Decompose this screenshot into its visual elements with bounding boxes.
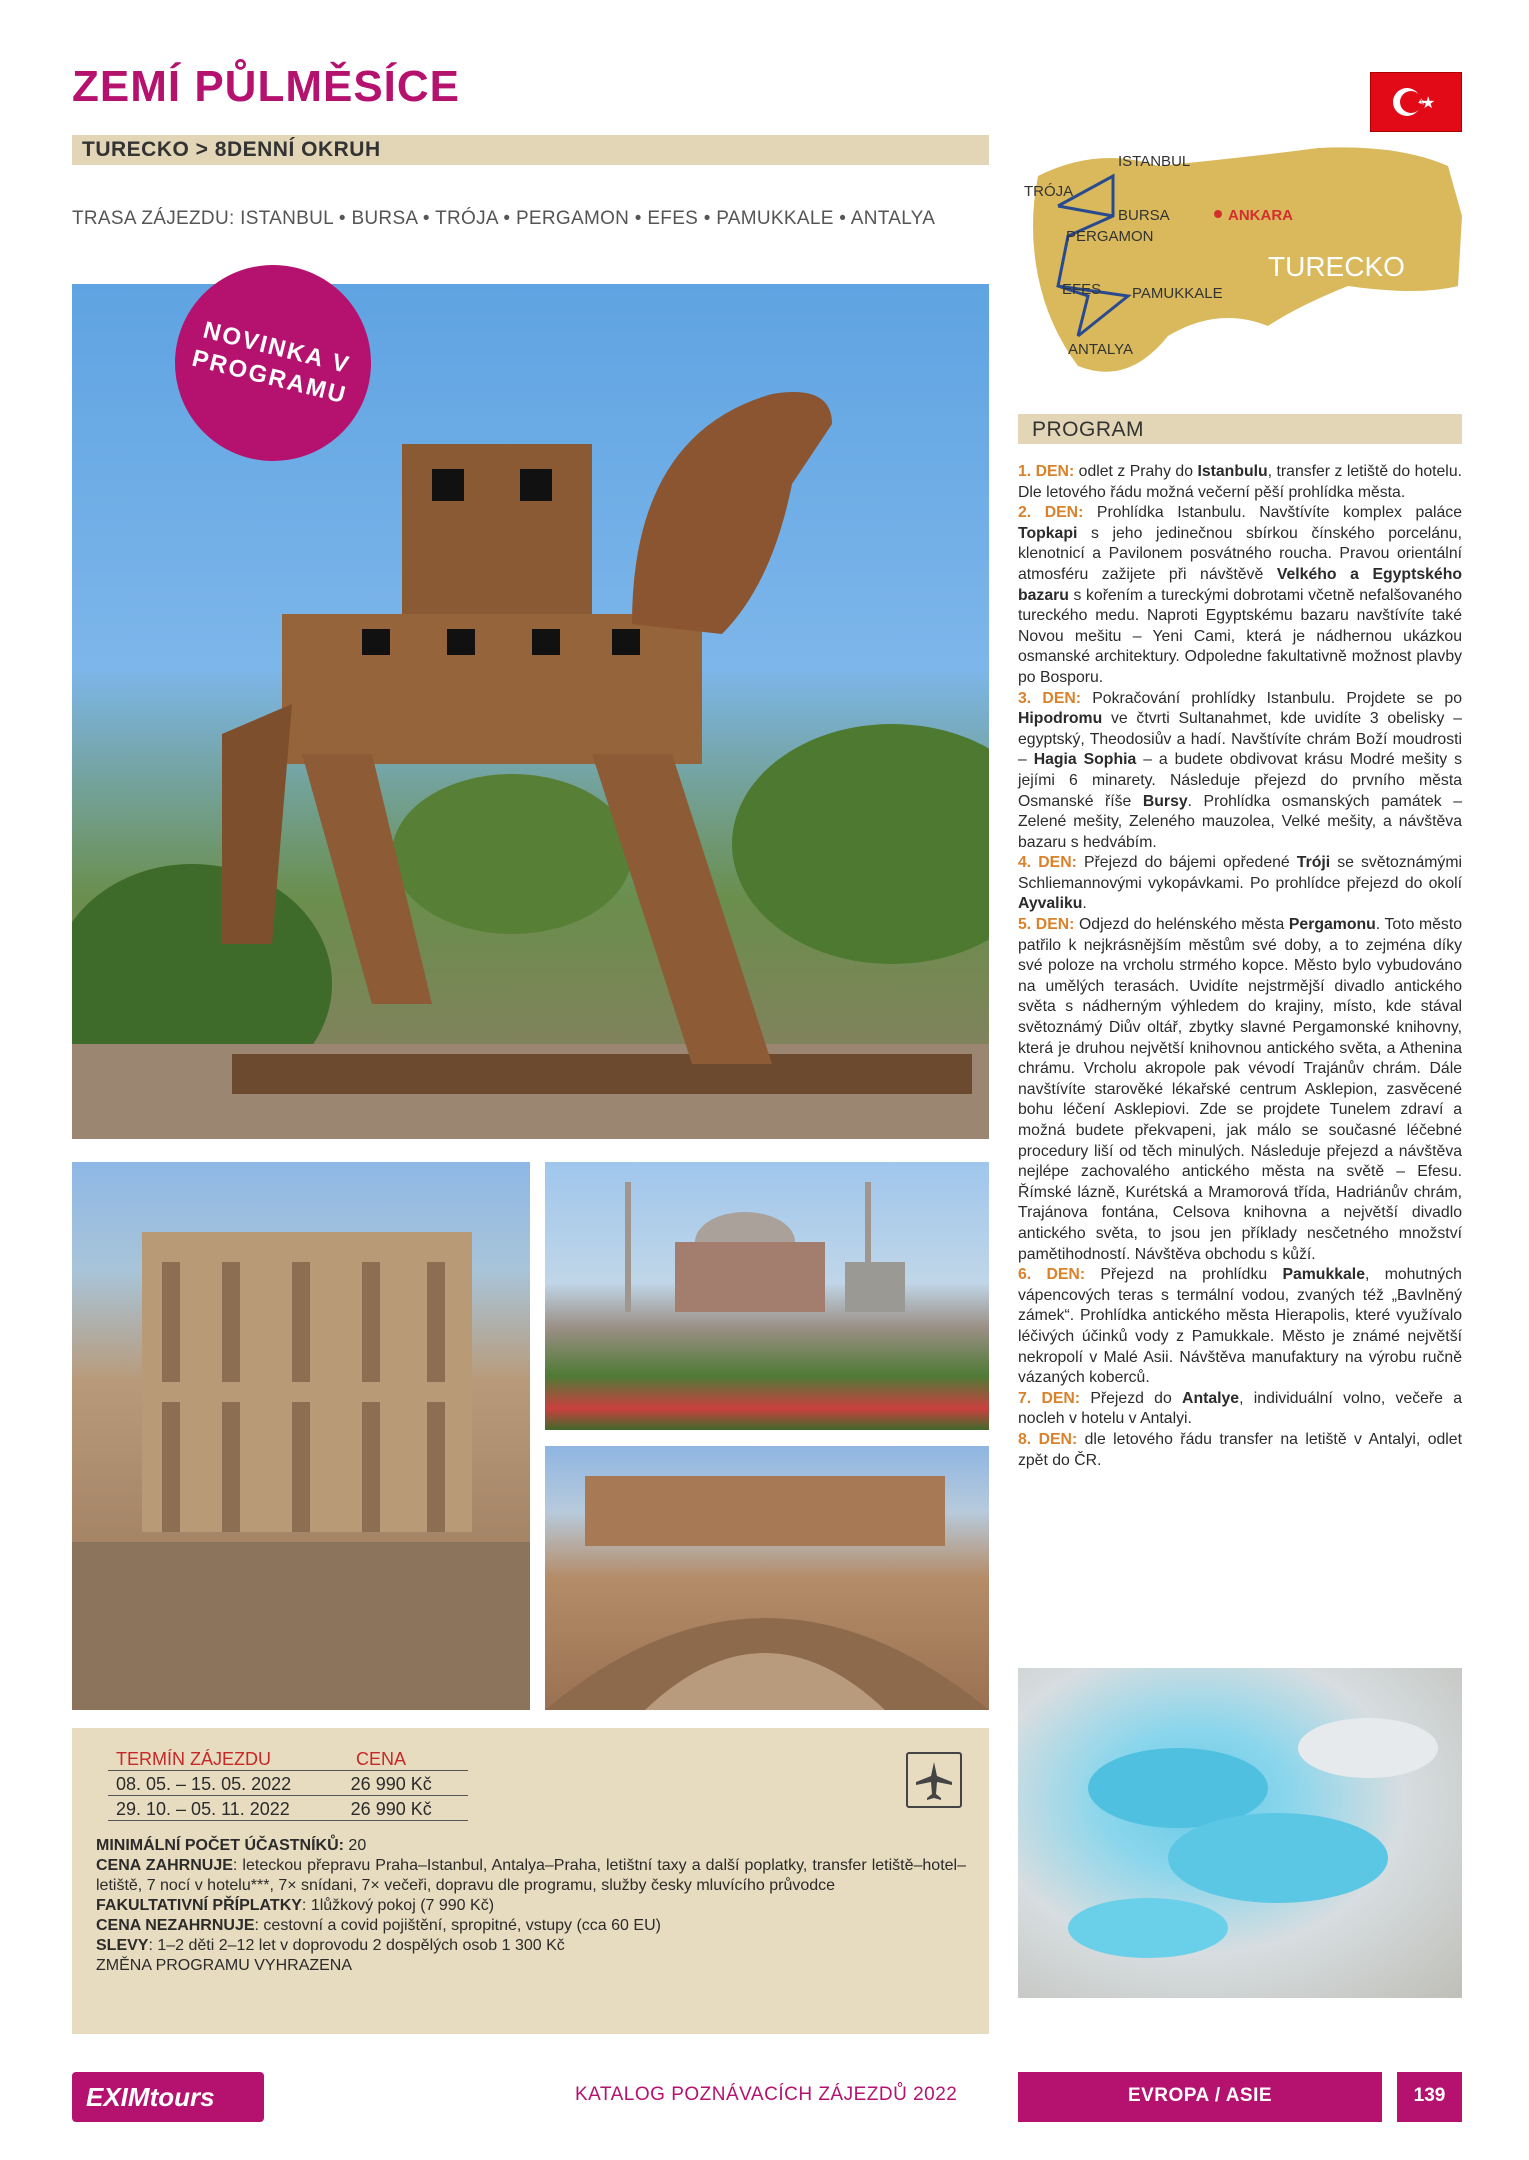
page-title: ZEMÍ PŮLMĚSÍCE — [72, 62, 461, 111]
term-cell: 29. 10. – 05. 11. 2022 — [116, 1799, 290, 1819]
catalog-title: KATALOG POZNÁVACÍCH ZÁJEZDŮ 2022 — [575, 2084, 958, 2105]
included-value: : leteckou přepravu Praha–Istanbul, Antalya–Praha, letištní taxy a další poplatky, transfer letiště–hotel–letiště, 7 nocí v hotelu***, 7× snídani, 7× večeři, dopravu dle programu, služby česky mluvícího průvodce — [96, 1857, 966, 1894]
badge-text: NOVINKA V PROGRAMU — [189, 316, 354, 410]
day-text: s jeho jedinečnou sbírkou čínského porcelánu, klenotnicí a Pavilonem posvátného roucha. Pravou orientální atmosféru zažijete při návštěvě — [1018, 524, 1462, 583]
map-city-efes: EFES — [1062, 281, 1102, 298]
day-highlight: Hipodromu — [1018, 710, 1103, 728]
col-term-header: TERMÍN ZÁJEZDU — [116, 1749, 271, 1769]
page-number: 139 — [1413, 2085, 1446, 2106]
map-city-antalya: ANTALYA — [1068, 341, 1134, 358]
included-label: CENA ZAHRNUJE — [96, 1857, 233, 1874]
program-heading-bar — [1018, 414, 1462, 444]
program-heading: PROGRAM — [1032, 418, 1145, 441]
program-day — [1018, 915, 1462, 1265]
program-day — [1018, 1265, 1462, 1389]
turkey-route-map — [1018, 136, 1462, 401]
map-city-pergamon: PERGAMON — [1066, 228, 1154, 245]
day-label: 4. DEN: — [1018, 854, 1077, 872]
svg-text:★: ★ — [1421, 93, 1436, 112]
day-label: 3. DEN: — [1018, 689, 1082, 707]
program-change-note: ZMĚNA PROGRAMU VYHRAZENA — [96, 1957, 353, 1974]
booking-info-box — [72, 1728, 989, 2034]
pamukkale-photo — [1018, 1668, 1462, 1998]
subtitle: TURECKO > 8DENNÍ OKRUH — [82, 138, 381, 161]
excluded-value: : cestovní a covid pojištění, spropitné, vstupy (cca 60 EU) — [254, 1917, 661, 1934]
day-text: . — [1082, 895, 1087, 913]
page-number-box — [1397, 2072, 1462, 2122]
day-text: , individuální volno, večeře a nocleh v hotelu v Antalyi. — [1018, 1389, 1462, 1428]
price-cell: 26 990 Kč — [350, 1799, 432, 1819]
day-text: , mohutných vápencových teras s termální vodou, zvaných též „Bavlněný zámek“. Prohlídka antického města Hierapolis, které využívalo léčivých účinků vody z Pamukkale. Město je známé největší nekropolí v Malé Asii. Návštěva manufaktury na výrobu ručně vázaných koberců. — [1018, 1266, 1462, 1387]
day-text: . Prohlídka osmanských památek – Zelené mešity, Zeleného mauzolea, Velké mešity, a návštěva bazaru s hedvábím. — [1018, 792, 1462, 851]
trip-details — [96, 1836, 966, 1976]
exim-tours-logo[interactable] — [72, 2072, 264, 2122]
day-text: Odjezd do helénského města — [1074, 916, 1289, 934]
region-bar — [1018, 2072, 1382, 2122]
price-cell: 26 990 Kč — [350, 1774, 432, 1794]
dates-table-header — [108, 1746, 468, 1771]
day-text: Přejezd do bájemi opředené — [1076, 854, 1297, 872]
map-country: TURECKO — [1268, 251, 1405, 282]
optional-value: : 1lůžkový pokoj (7 990 Kč) — [301, 1897, 495, 1914]
day-text: – a budete obdivovat krásu Modré mešity s jejími 6 minarety. Následuje přejezd do prvního města Osmanské říše — [1018, 751, 1462, 810]
day-text: ve čtvrti Sultanahmet, kde uvidíte 3 obelisky – egyptský, Theodosiův a hadí. Navštívíte chrám Boží moudrosti – — [1018, 710, 1462, 769]
day-highlight: Tróji — [1296, 854, 1331, 872]
plane-icon — [906, 1752, 962, 1808]
day-label: 5. DEN: — [1018, 916, 1075, 934]
program-day — [1018, 689, 1462, 854]
table-row — [108, 1771, 468, 1796]
day-text: , transfer z letiště do hotelu. Dle letového řádu možná večerní pěší prohlídka města. — [1018, 463, 1462, 501]
subtitle-bar — [72, 135, 989, 165]
day-highlight: Hagia Sophia — [1033, 751, 1137, 769]
min-participants-label: MINIMÁLNÍ POČET ÚČASTNÍKŮ: — [96, 1837, 344, 1854]
day-text: . Toto město patřilo k nejkrásnějším městům své doby, a to zejména díky své poloze na vrcholu strmého kopce. Město bylo vybudováno na umělých terasách. Uvidíte nejstrmější divadlo antického světa s nádherným výhledem do krajiny, místo, kde stával světoznámý Diův oltář, zbytky slavné Pergamonské knihovny, která je druhou největší knihovnou antického světa, a Athenina chrámu. Vrcholu akropole pak vévodí Trajánův chrám. Dále navštívíte starověké lékařské centrum Asklepion, zasvěcené bohu léčení Asklepiovi. Zde se projdete Tunelem zdraví a možná budete překvapeni, jak málo se současné léčebné procedury liší od těch minulých. Následuje přejezd a návštěva nejlépe zachovalého antického města na světě – Efesu. Římské lázně, Kurétská a Mramorová třída, Hadriánův chrám, Trajánova fontána, Celsova knihovna a největší divadlo antického světa, to jsou jen příklady nesčetného množství pamětihodností. Návštěva obchodu s kůží. — [1018, 916, 1462, 1263]
day-text: Pokračování prohlídky Istanbulu. Projdete se po — [1081, 689, 1462, 707]
col-price-header: CENA — [356, 1749, 407, 1769]
day-highlight: Ayvaliku — [1018, 895, 1083, 913]
day-label: 1. DEN: — [1018, 463, 1075, 480]
day-label: 7. DEN: — [1018, 1389, 1081, 1407]
day-label: 6. DEN: — [1018, 1266, 1086, 1284]
day-highlight: Pergamonu — [1288, 916, 1376, 934]
discounts-value: : 1–2 děti 2–12 let v doprovodu 2 dospělých osob 1 300 Kč — [148, 1937, 565, 1954]
day-label: 2. DEN: — [1018, 504, 1084, 522]
day-text: Přejezd do — [1080, 1389, 1183, 1407]
discounts-label: SLEVY — [96, 1937, 149, 1954]
program-day — [1018, 462, 1462, 503]
program-day — [1018, 1430, 1462, 1471]
day-highlight: Antalye — [1182, 1389, 1240, 1407]
route-line: TRASA ZÁJEZDU: ISTANBUL • BURSA • TRÓJA • PERGAMON • EFES • PAMUKKALE • ANTALYA — [72, 208, 936, 229]
program-day — [1018, 1389, 1462, 1430]
day-highlight: Pamukkale — [1282, 1266, 1365, 1284]
celsus-library-photo — [72, 1162, 530, 1710]
day-text: Přejezd na prohlídku — [1085, 1266, 1283, 1284]
excluded-label: CENA NEZAHRNUJE — [96, 1917, 255, 1934]
program-day — [1018, 503, 1462, 688]
logo-text: EXIMtours — [86, 2082, 215, 2112]
turkey-flag-icon — [1370, 72, 1462, 132]
table-row — [108, 1796, 468, 1821]
aspendos-theatre-photo — [545, 1446, 989, 1710]
min-participants-value: 20 — [343, 1837, 367, 1854]
program-day — [1018, 853, 1462, 915]
day-highlight: Velkého a Egyptského bazaru — [1018, 565, 1463, 604]
program-text — [1018, 462, 1462, 1471]
map-city-troja: TRÓJA — [1024, 183, 1074, 200]
day-highlight: Bursy — [1142, 792, 1188, 810]
day-label: 8. DEN: — [1018, 1430, 1078, 1448]
day-text: odlet z Prahy do — [1074, 463, 1198, 480]
day-text: Prohlídka Istanbulu. Navštívíte komplex paláce — [1083, 504, 1462, 522]
map-capital: ANKARA — [1228, 207, 1293, 224]
optional-label: FAKULTATIVNÍ PŘÍPLATKY — [96, 1897, 302, 1914]
day-highlight: Istanbulu — [1197, 463, 1268, 480]
day-highlight: Topkapi — [1018, 524, 1078, 542]
map-city-bursa: BURSA — [1118, 207, 1170, 224]
day-text: s kořením a tureckými dobrotami včetně nefalšovaného tureckého medu. Naproti Egyptskému bazaru navštívíte také Novou mešitu – Yeni Cami, která je nádhernou ukázkou osmanské architektury. Odpoledne fakultativně možnost plavby po Bosporu. — [1018, 586, 1462, 686]
day-text: se světoznámými Schliemannovými vykopávkami. Po prohlídce přejezd do okolí — [1018, 854, 1462, 892]
dates-table — [108, 1746, 468, 1821]
map-city-pamukkale: PAMUKKALE — [1132, 285, 1223, 302]
term-cell: 08. 05. – 15. 05. 2022 — [116, 1774, 292, 1794]
hagia-sophia-photo — [545, 1162, 989, 1430]
map-city-istanbul: ISTANBUL — [1118, 153, 1191, 170]
region-label: EVROPA / ASIE — [1127, 2085, 1273, 2106]
day-text: dle letového řádu transfer na letiště v Antalyi, odlet zpět do ČR. — [1018, 1430, 1462, 1469]
